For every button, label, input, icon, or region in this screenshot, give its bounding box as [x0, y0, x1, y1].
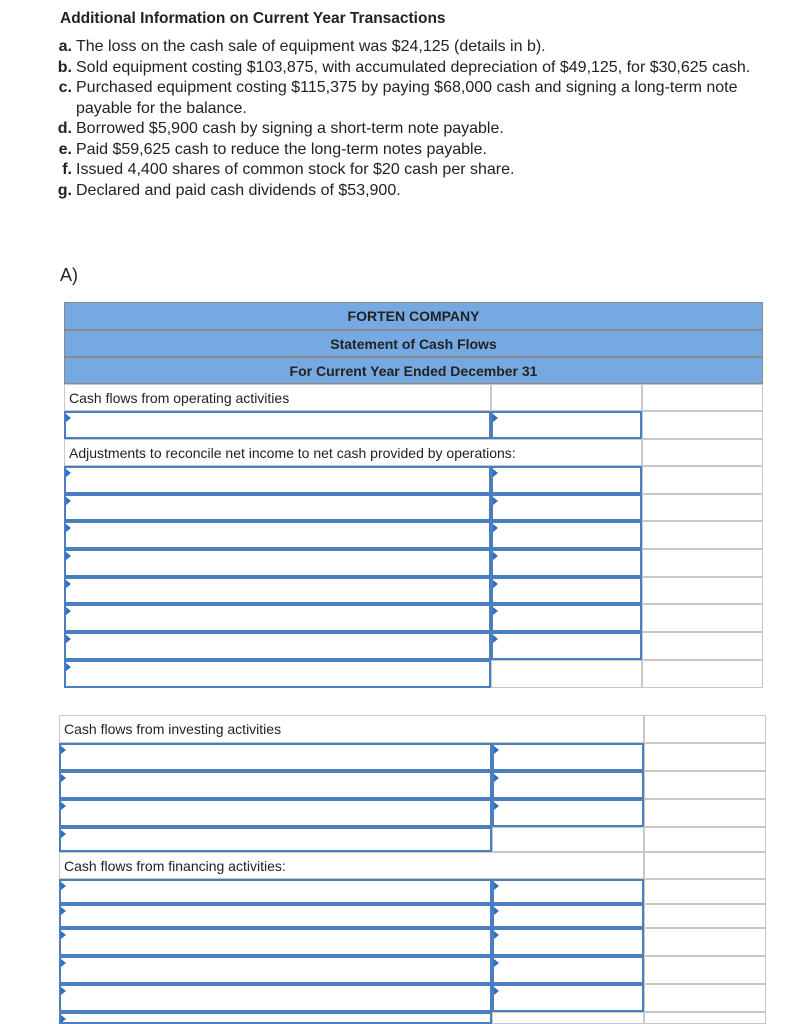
amount-field-input[interactable]	[493, 496, 640, 519]
total-cell	[642, 466, 763, 494]
table-row	[64, 411, 763, 439]
description-field[interactable]	[64, 604, 491, 632]
table-row	[59, 928, 766, 956]
amount-field[interactable]	[491, 521, 642, 549]
total-cell	[642, 632, 763, 660]
total-cell	[642, 577, 763, 604]
item-letter: d.	[57, 120, 72, 137]
description-field[interactable]	[64, 466, 491, 494]
amount-field-input[interactable]	[494, 745, 642, 769]
description-field-input[interactable]	[66, 579, 489, 602]
description-field[interactable]	[64, 660, 491, 688]
amount-field[interactable]	[492, 928, 644, 956]
description-field-input[interactable]	[66, 551, 489, 575]
total-cell	[644, 879, 766, 904]
item-text: Paid $59,625 cash to reduce the long-term notes payable.	[76, 140, 487, 158]
table-row	[59, 879, 766, 904]
table-row	[59, 743, 766, 771]
list-item	[52, 37, 772, 58]
description-field-input[interactable]	[61, 1018, 490, 1024]
list-item	[52, 58, 772, 79]
amount-field-input[interactable]	[494, 773, 642, 797]
amount-field[interactable]	[492, 904, 644, 928]
statement-header: Statement of Cash Flows	[64, 330, 763, 357]
amount-field-input[interactable]	[494, 881, 642, 902]
description-field[interactable]	[64, 411, 491, 439]
total-cell	[644, 852, 766, 879]
total-cell	[644, 715, 766, 743]
amount-field-input[interactable]	[493, 468, 640, 492]
description-field-input[interactable]	[61, 745, 490, 769]
list-item	[52, 181, 772, 202]
amount-field[interactable]	[491, 411, 642, 439]
amount-field-input[interactable]	[493, 606, 640, 630]
table-row	[64, 660, 763, 688]
total-cell	[642, 604, 763, 632]
total-cell	[642, 660, 763, 688]
table-row	[64, 604, 763, 632]
description-field-input[interactable]	[61, 930, 490, 954]
total-cell	[642, 549, 763, 577]
empty-cell	[491, 660, 642, 688]
description-field[interactable]	[59, 743, 492, 771]
total-cell	[644, 771, 766, 799]
table-row	[59, 956, 766, 984]
item-text: Sold equipment costing $103,875, with accumulated depreciation of $49,125, for $30,625 cash.	[76, 58, 751, 76]
table-row	[59, 904, 766, 928]
description-field-input[interactable]	[66, 606, 489, 630]
table-row	[64, 466, 763, 494]
total-cell	[644, 984, 766, 1012]
description-field-input[interactable]	[61, 906, 490, 926]
description-field-input[interactable]	[66, 634, 489, 658]
section-label: Cash flows from operating activities	[64, 384, 491, 411]
list-item	[52, 160, 772, 181]
amount-field-input[interactable]	[494, 986, 642, 1010]
table-row	[59, 984, 766, 1012]
table-row	[64, 494, 763, 521]
section-label: Cash flows from investing activities	[59, 715, 644, 743]
item-letter: b.	[57, 58, 72, 76]
description-field[interactable]	[64, 549, 491, 577]
total-cell	[644, 743, 766, 771]
description-field-input[interactable]	[61, 829, 490, 850]
amount-field[interactable]	[492, 799, 644, 827]
description-field-input[interactable]	[61, 986, 490, 1010]
description-field-input[interactable]	[66, 662, 489, 686]
amount-field-input[interactable]	[493, 523, 640, 547]
item-text: Borrowed $5,900 cash by signing a short-term note payable.	[76, 120, 504, 137]
amount-field[interactable]	[492, 879, 644, 904]
description-field-input[interactable]	[61, 801, 490, 825]
item-letter: e.	[58, 140, 72, 158]
empty-cell	[492, 827, 644, 852]
item-letter: f.	[62, 161, 72, 178]
total-cell	[642, 439, 763, 466]
amount-field[interactable]	[491, 549, 642, 577]
description-field-input[interactable]	[61, 958, 490, 982]
table-row	[59, 852, 766, 879]
amount-field[interactable]	[491, 577, 642, 604]
amount-field-input[interactable]	[493, 634, 640, 658]
amount-field-input[interactable]	[494, 930, 642, 954]
amount-field[interactable]	[492, 956, 644, 984]
table-row	[64, 577, 763, 604]
statement-header: For Current Year Ended December 31	[64, 357, 763, 384]
description-field-input[interactable]	[66, 413, 489, 437]
description-field[interactable]	[59, 1012, 492, 1024]
total-cell	[644, 928, 766, 956]
table-row	[64, 521, 763, 549]
list-item	[52, 140, 772, 161]
amount-field[interactable]	[492, 743, 644, 771]
description-field[interactable]	[59, 799, 492, 827]
description-field[interactable]	[64, 632, 491, 660]
total-cell	[644, 904, 766, 928]
description-field[interactable]	[64, 494, 491, 521]
total-cell	[644, 827, 766, 852]
total-cell	[642, 411, 763, 439]
item-text: The loss on the cash sale of equipment was $24,125 (details in b).	[76, 38, 546, 55]
table-row	[59, 771, 766, 799]
description-field[interactable]	[59, 771, 492, 799]
total-cell	[642, 494, 763, 521]
item-letter: a.	[58, 38, 72, 55]
item-text: Issued 4,400 shares of common stock for $20 cash per share.	[76, 161, 515, 178]
section-label: Adjustments to reconcile net income to net cash provided by operations:	[64, 439, 642, 466]
description-field[interactable]	[59, 984, 492, 1012]
amount-field[interactable]	[492, 771, 644, 799]
amount-field-input[interactable]	[494, 801, 642, 825]
total-cell	[644, 799, 766, 827]
total-cell	[642, 384, 763, 411]
description-field[interactable]	[59, 956, 492, 984]
item-text: Purchased equipment costing $115,375 by paying $68,000 cash and signing a long-term note payable for the balance.	[76, 79, 738, 117]
amount-field-input[interactable]	[493, 551, 640, 575]
total-cell	[644, 1012, 766, 1024]
description-field[interactable]	[64, 521, 491, 549]
table-row	[64, 632, 763, 660]
description-field-input[interactable]	[66, 496, 489, 519]
empty-cell	[491, 384, 642, 411]
amount-field-input[interactable]	[493, 579, 640, 602]
amount-field[interactable]	[492, 984, 644, 1012]
amount-field[interactable]	[491, 604, 642, 632]
amount-field[interactable]	[491, 466, 642, 494]
total-cell	[642, 521, 763, 549]
description-field[interactable]	[59, 904, 492, 928]
item-text: Declared and paid cash dividends of $53,900.	[76, 181, 401, 199]
table-row	[59, 799, 766, 827]
table-row	[59, 1012, 766, 1024]
amount-field[interactable]	[491, 632, 642, 660]
table-row	[59, 715, 766, 743]
section-heading: Additional Information on Current Year Transactions	[60, 10, 446, 27]
amount-field-input[interactable]	[494, 906, 642, 926]
item-letter: g.	[57, 181, 72, 199]
section-label: Cash flows from financing activities:	[59, 852, 644, 879]
total-cell	[644, 956, 766, 984]
description-field-input[interactable]	[66, 468, 489, 492]
item-letter: c.	[58, 79, 72, 96]
amount-field[interactable]	[491, 494, 642, 521]
description-field[interactable]	[64, 577, 491, 604]
amount-field-input[interactable]	[494, 958, 642, 982]
description-field[interactable]	[59, 928, 492, 956]
description-field[interactable]	[59, 827, 492, 852]
part-label: A)	[60, 265, 78, 285]
table-row	[64, 439, 763, 466]
amount-field-input[interactable]	[493, 413, 640, 437]
list-item	[52, 78, 772, 119]
table-row	[64, 384, 763, 411]
table-row	[59, 827, 766, 852]
empty-cell	[492, 1012, 644, 1024]
transaction-list	[52, 37, 772, 201]
description-field-input[interactable]	[61, 881, 490, 902]
description-field-input[interactable]	[66, 523, 489, 547]
description-field[interactable]	[59, 879, 492, 904]
description-field-input[interactable]	[61, 773, 490, 797]
table-row	[64, 549, 763, 577]
statement-header: FORTEN COMPANY	[64, 302, 763, 330]
list-item	[52, 119, 772, 140]
